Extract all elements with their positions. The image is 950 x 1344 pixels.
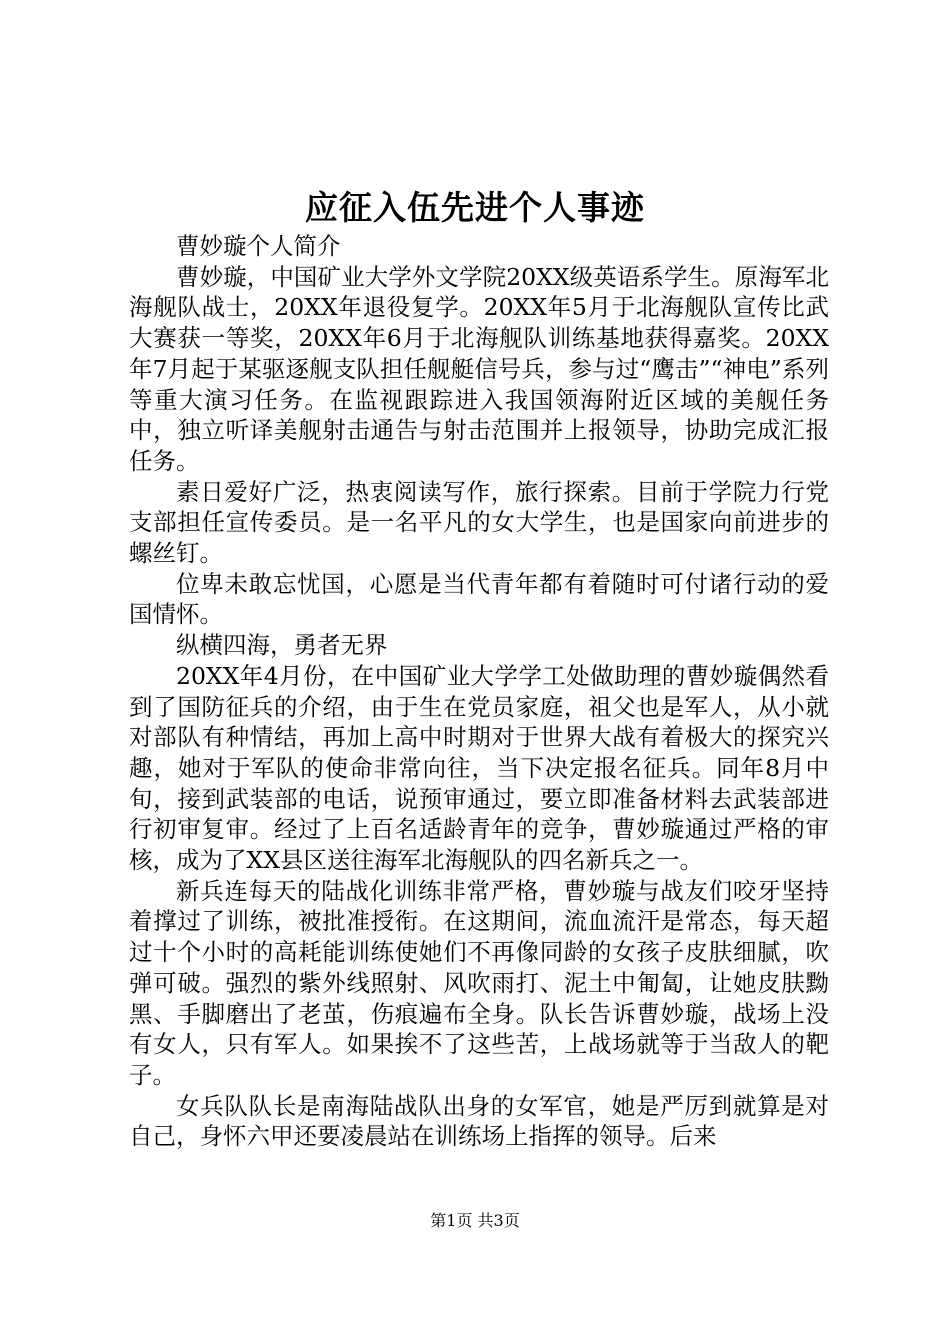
paragraph: 女兵队队长是南海陆战队出身的女军官，她是严厉到就算是对自己，身怀六甲还要凌晨站在训练场上指挥的领导。后来 bbox=[129, 1091, 829, 1151]
document-title: 应征入伍先进个人事迹 bbox=[305, 188, 645, 227]
paragraph-profile-heading: 曹妙璇个人简介 bbox=[176, 232, 341, 260]
paragraph: 位卑未敢忘忧国，心愿是当代青年都有着随时可付诸行动的爱国情怀。 bbox=[129, 569, 829, 629]
paragraph: 新兵连每天的陆战化训练非常严格，曹妙璇与战友们咬牙坚持着撑过了训练，被批准授衔。在这期间，流血流汗是常态，每天超过十个小时的高耗能训练使她们不再像同龄的女孩子皮肤细腻，吹弹可破。强烈的紫外线照射、风吹雨打、泥土中匍匐，让她皮肤黝黑、手脚磨出了老茧，伤痕遍布全身。队长告诉曹妙璇，战场上没有女人，只有军人。如果挨不了这些苦，上战场就等于当敌人的靶子。 bbox=[129, 876, 829, 1089]
paragraph: 曹妙璇，中国矿业大学外文学院20XX级英语系学生。原海军北海舰队战士，20XX年退役复学。20XX年5月于北海舰队宣传比武大赛获一等奖，20XX年6月于北海舰队训练基地获得嘉奖。20XX年7月起于某驱逐舰支队担任舰艇信号兵，参与过“鹰击”“神电”系列等重大演习任务。在监视跟踪进入我国领海附近区域的美舰任务中，独立听译美舰射击通告与射击范围并上报领导，协助完成汇报任务。 bbox=[129, 262, 829, 475]
paragraph-section-heading: 纵横四海，勇者无界 bbox=[176, 631, 388, 660]
paragraph: 素日爱好广泛，热衷阅读写作，旅行探索。目前于学院力行党支部担任宣传委员。是一名平凡的女大学生，也是国家向前进步的螺丝钉。 bbox=[129, 477, 829, 568]
document-body bbox=[129, 231, 829, 1152]
paragraph: 20XX年4月份，在中国矿业大学学工处做助理的曹妙璇偶然看到了国防征兵的介绍，由于生在党员家庭，祖父也是军人，从小就对部队有种情结，再加上高中时期对于世界大战有着极大的探究兴趣，她对于军队的使命非常向往，当下决定报名征兵。同年8月中旬，接到武装部的电话，说预审通过，要立即准备材料去武装部进行初审复审。经过了上百名适龄青年的竞争，曹妙璇通过严格的审核，成为了XX县区送往海军北海舰队的四名新兵之一。 bbox=[129, 661, 829, 875]
page-footer: 第1页 共3页 bbox=[430, 1211, 520, 1230]
